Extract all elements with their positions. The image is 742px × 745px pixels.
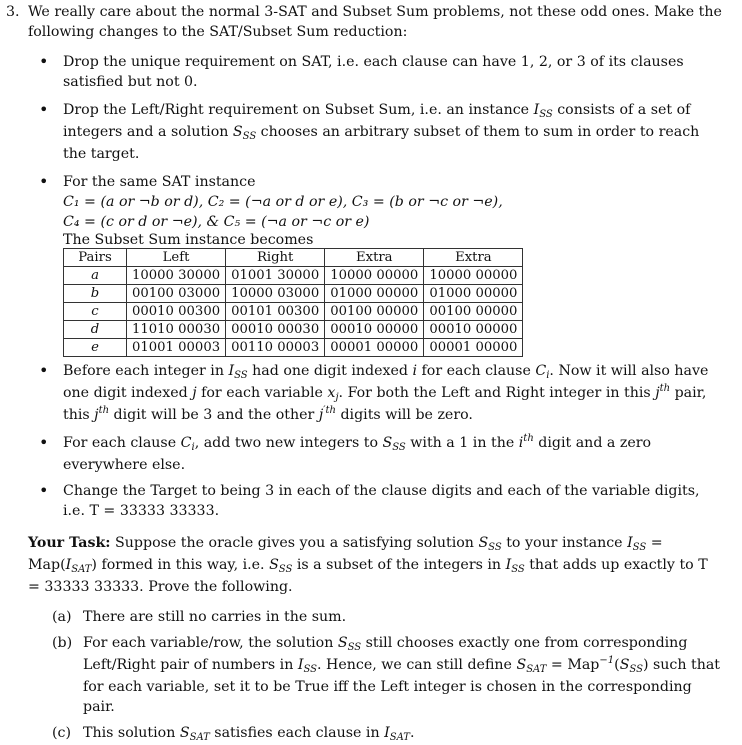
table-cell: 01001 30000 — [226, 267, 325, 285]
your-task: Your Task: Suppose the oracle gives you a satisfying solution $S_{SS}$ to your instance $I_{SS} = Map(I_{SAT})$ formed in this way, i.e. $S_{SS}$ is a subset of the integers in $I_{SS}$ that adds up exactly to T = 33333 33333. Prove the following. — [28, 535, 708, 595]
table-cell: e — [64, 339, 127, 357]
table-header: Extra — [424, 249, 523, 267]
table-header-row — [64, 249, 523, 267]
clauses-line-1: C₁ = (a or ¬b or d), C₂ = (¬a or d or e), C₃ = (b or ¬c or ¬e), — [63, 194, 503, 210]
table-cell: 10000 00000 — [424, 267, 523, 285]
bullet-new-integers: • For each clause $C_i$, add two new integers to $S_{SS}$ with a 1 in the $i^{th}$ digit and a zero everywhere else. — [28, 433, 722, 475]
bullet-unique-requirement: • Drop the unique requirement on SAT, i.e. each clause can have 1, 2, or 3 of its clauses satisfied but not 0. — [28, 52, 722, 92]
subset-sum-table — [63, 248, 523, 357]
bullet-digit-index: • Before each integer in $I_{SS}$ had one digit indexed i for each clause $C_i$. Now it will also have one digit indexed j for each variable $x_j$. For both the Left and Right integer in this $j^{th}$ pair, this $j^{th}$ digit will be 3 and the other $j^{'th}$ digits will be zero. — [28, 361, 722, 427]
table-cell: 00001 00000 — [325, 339, 424, 357]
table-cell: 00001 00000 — [424, 339, 523, 357]
problem-body — [28, 2, 722, 745]
table-row — [64, 303, 523, 321]
task-parts — [28, 607, 722, 745]
table-cell: a — [64, 267, 127, 285]
clauses-line-2: C₄ = (c or d or ¬e), & C₅ = (¬a or ¬c or e) — [63, 214, 370, 230]
table-header: Left — [127, 249, 226, 267]
table-cell: 10000 00000 — [325, 267, 424, 285]
table-caption: The Subset Sum instance becomes — [63, 232, 314, 248]
table-cell: d — [64, 321, 127, 339]
table-cell: 00101 00300 — [226, 303, 325, 321]
table-cell: 00110 00003 — [226, 339, 325, 357]
problem-intro: We really care about the normal 3-SAT and Subset Sum problems, not these odd ones. Make the following changes to the SAT/Subset Sum reduction: — [28, 4, 722, 40]
table-cell: 00100 00000 — [424, 303, 523, 321]
problem-number: 3. — [6, 4, 20, 20]
table-cell: 00100 03000 — [127, 285, 226, 303]
task-label: Your Task: — [28, 535, 111, 551]
table-cell: 00010 00300 — [127, 303, 226, 321]
changes-list — [28, 52, 722, 521]
table-cell: 10000 03000 — [226, 285, 325, 303]
table-row — [64, 339, 523, 357]
bullet-sat-instance: • For the same SAT instance C₁ = (a or ¬b or d), C₂ = (¬a or d or e), C₃ = (b or ¬c or ¬e), C₄ = (c or d or ¬e), & C₅ = (¬a or ¬c or e) The Subset Sum instance becomes Pairs Left Right Extra Extra a 10000 30000 01001 30000 10000 00000 10000 00000 b 00100 03000 10000 03000 01000 00000 01000 00000 c 00010 00300 00101 00300 00100 00000 00100 00000 d 11010 00030 00010 00030 00010 00000 00010 00000 e 01001 00003 00110 00003 00001 00000 00001 00000 — [28, 172, 722, 357]
table-header: Pairs — [64, 249, 127, 267]
table-header: Extra — [325, 249, 424, 267]
table-cell: 00100 00000 — [325, 303, 424, 321]
part-a: (a) There are still no carries in the sum. — [52, 609, 347, 625]
bullet-left-right: • Drop the Left/Right requirement on Subset Sum, i.e. an instance $I_{SS}$ consists of a set of integers and a solution $S_{SS}$ chooses an arbitrary subset of them to sum in order to reach the target. — [28, 100, 722, 164]
table-cell: 01000 00000 — [325, 285, 424, 303]
table-row — [64, 285, 523, 303]
table-cell: b — [64, 285, 127, 303]
table-row — [64, 267, 523, 285]
table-cell: 01001 00003 — [127, 339, 226, 357]
table-cell: 00010 00030 — [226, 321, 325, 339]
table-row — [64, 321, 523, 339]
table-cell: 00010 00000 — [424, 321, 523, 339]
problem-3 — [6, 2, 728, 745]
part-c: (c) This solution $S_{SAT}$ satisfies each clause in $I_{SAT}$. — [52, 725, 415, 743]
part-b: (b) For each variable/row, the solution $S_{SS}$ still chooses exactly one from corresponding Left/Right pair of numbers in $I_{SS}$. Hence, we can still define $S_{SAT} = Map^{-1}(S_{SS})$ such that for each variable, set it to be True iff the Left integer is chosen in the corresponding pair. — [52, 635, 721, 715]
table-cell: 10000 30000 — [127, 267, 226, 285]
table-header: Right — [226, 249, 325, 267]
table-cell: c — [64, 303, 127, 321]
table-cell: 01000 00000 — [424, 285, 523, 303]
table-cell: 00010 00000 — [325, 321, 424, 339]
bullet-change-target: • Change the Target to being 3 in each of the clause digits and each of the variable digits, i.e. T = 33333 33333. — [28, 481, 722, 521]
table-cell: 11010 00030 — [127, 321, 226, 339]
